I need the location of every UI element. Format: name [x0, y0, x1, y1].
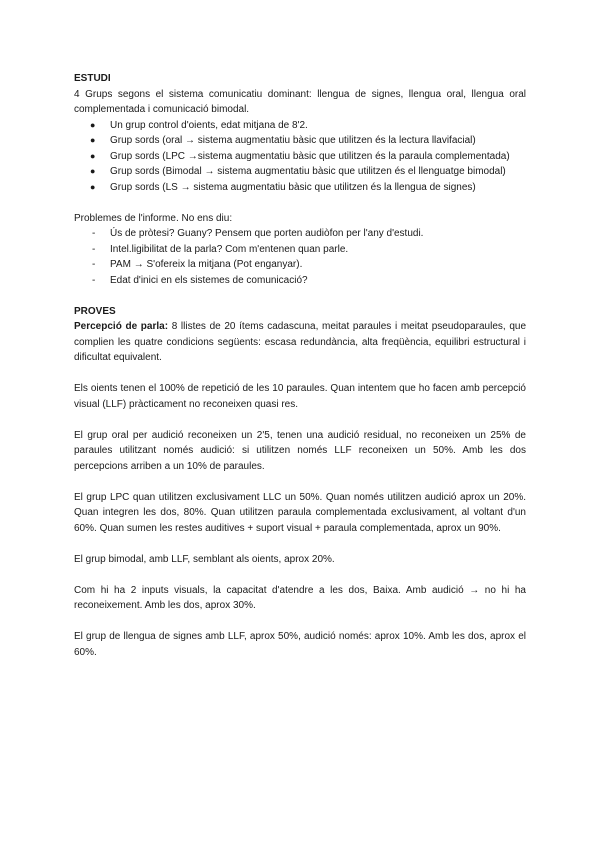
spacer — [74, 195, 526, 211]
percepcio-paragraph — [74, 319, 526, 366]
paragraph-inputs-visuals: Com hi ha 2 inputs visuals, la capacitat d'atendre a les dos, Baixa. Amb audició → no hi ha reconeixement. Amb les dos, aprox 30%. — [74, 584, 526, 611]
list-item: ● Grup sords (oral → sistema augmentatiu bàsic que utilitzen és la lectura llavifacial) — [74, 133, 526, 149]
paragraph-oients: Els oients tenen el 100% de repetició de les 10 paraules. Quan intentem que ho facen amb percepció visual (LLF) pràcticament no reconeixen quasi res. — [74, 383, 526, 410]
list-item: ● Grup sords (Bimodal → sistema augmentatiu bàsic que utilitzen és el llenguatge bimodal) — [74, 164, 526, 180]
problemes-intro: Problemes de l'informe. No ens diu: — [74, 212, 233, 224]
spacer — [74, 567, 526, 583]
spacer — [74, 474, 526, 490]
list-item: - Edat d'inici en els sistemes de comunicació? — [74, 273, 526, 289]
paragraph-lpc: El grup LPC quan utilitzen exclusivament LLC un 50%. Quan només utilitzen audició aprox un 20%. Quan integren les dos, 80%. Quan utilitzen paraula complementada exclusivament, al voltant d'un 60%. Quan sumen les restes auditives + suport visual + paraula complementada, aprox un 90%. — [74, 491, 526, 534]
percepcio-label: Percepció de parla: — [74, 321, 169, 332]
paragraph-oral: El grup oral per audició reconeixen un 2'5, tenen una audició residual, no reconeixen un 25% de paraules utilitzant només audició: si utilitzen només LLF reconeixen un 50%. Amb les dos percepcions arriben a un 10% de paraules. — [74, 429, 526, 472]
problemes-list — [74, 226, 526, 288]
list-item: - Ús de pròtesi? Guany? Pensem que porten audiòfon per l'any d'estudi. — [74, 226, 526, 242]
paragraph-bimodal: El grup bimodal, amb LLF, semblant als oients, aprox 20%. — [74, 553, 335, 565]
percepcio-text: 8 llistes de 20 ítems cadascuna, meitat paraules i meitat pseudoparaules, que complien les quatre condicions següents: escasa redundància, alta freqüència, equilibri estructural i dificultat equivalent. — [74, 321, 527, 363]
section-heading-proves: PROVES — [74, 305, 116, 317]
spacer — [74, 412, 526, 428]
list-item: ● Un grup control d'oients, edat mitjana de 8'2. — [74, 118, 526, 134]
estudi-intro: 4 Grups segons el sistema comunicatiu dominant: llengua de signes, llengua oral, llengua oral complementada i comunicació bimodal. — [74, 88, 526, 115]
groups-list — [74, 118, 526, 196]
list-item: ● Grup sords (LS → sistema augmentatiu bàsic que utilitzen és la llengua de signes) — [74, 180, 526, 196]
document-content — [74, 71, 526, 660]
spacer — [74, 614, 526, 630]
spacer — [74, 536, 526, 552]
paragraph-llengua-signes: El grup de llengua de signes amb LLF, aprox 50%, audició només: aprox 10%. Amb les dos, aprox el 60%. — [74, 631, 526, 658]
list-item: - PAM → S'ofereix la mitjana (Pot enganyar). — [74, 257, 526, 273]
list-item: - Intel.ligibilitat de la parla? Com m'entenen quan parle. — [74, 242, 526, 258]
list-item: ● Grup sords (LPC →sistema augmentatiu bàsic que utilitzen és la paraula complementada) — [74, 149, 526, 165]
spacer — [74, 288, 526, 304]
section-heading-estudi: ESTUDI — [74, 73, 111, 84]
spacer — [74, 366, 526, 382]
